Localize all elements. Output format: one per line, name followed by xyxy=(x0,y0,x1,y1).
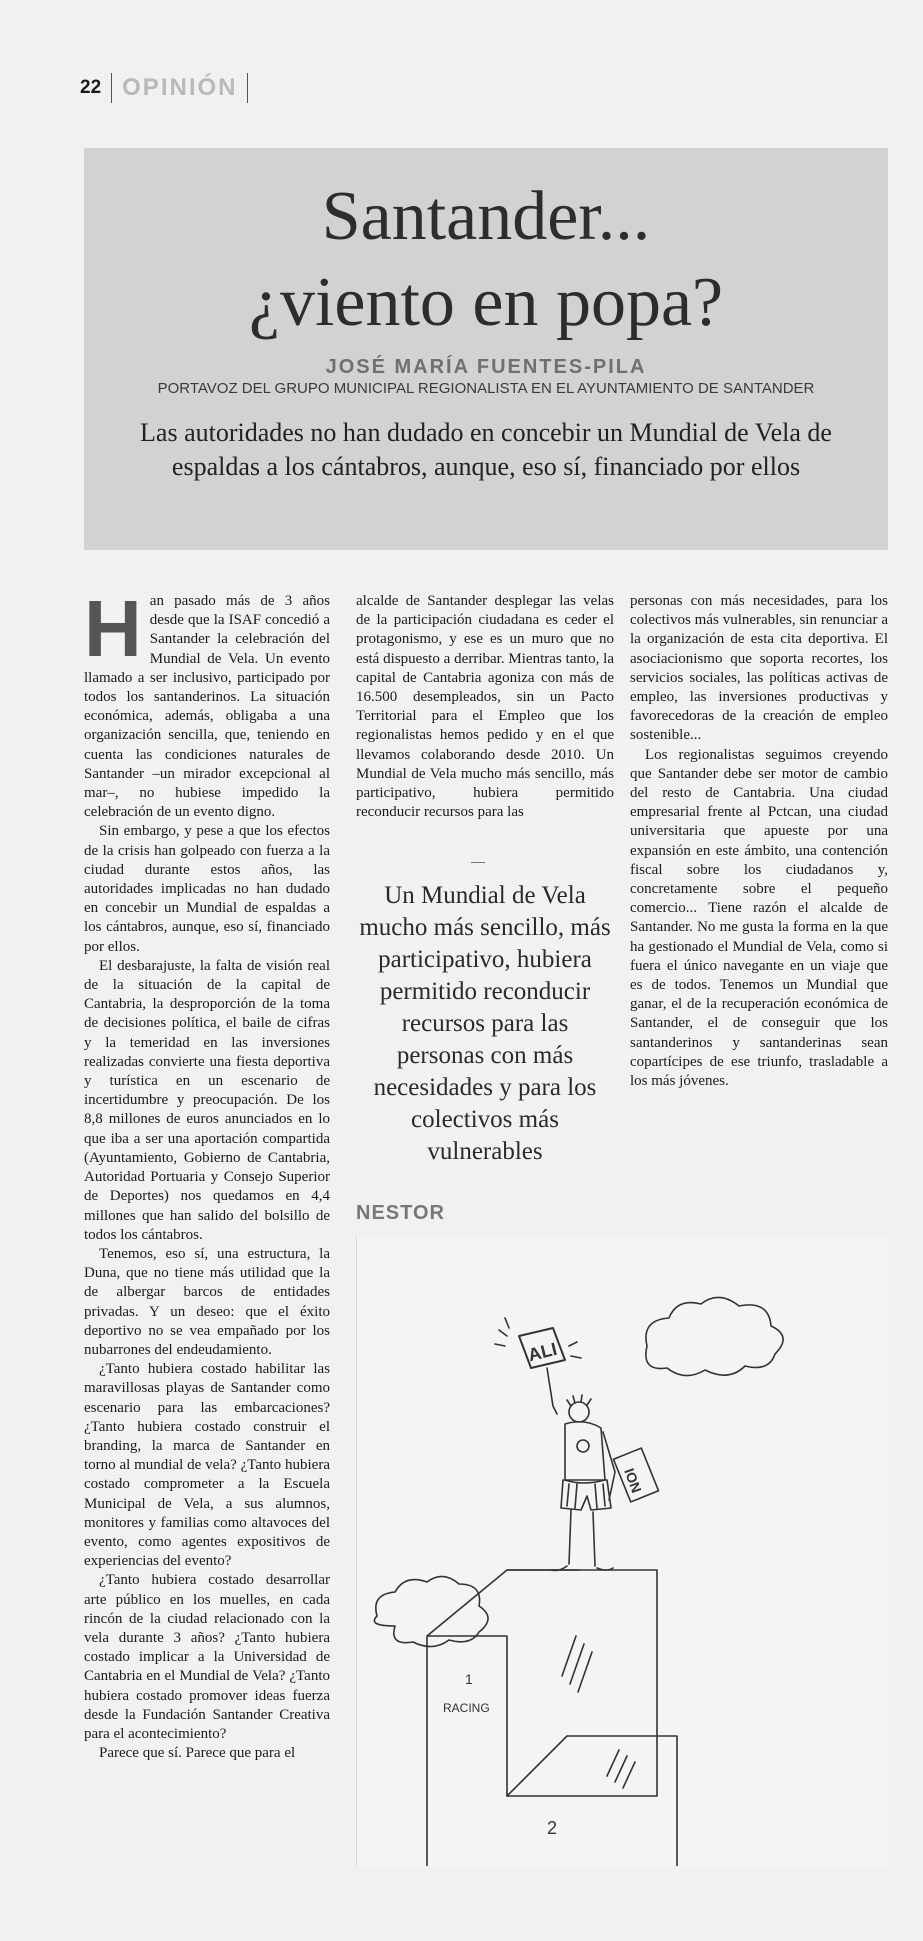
paragraph: ¿Tanto hubiera costado desarrollar arte público en los muelles, en cada rincón de la ciudad relacionado con la vela durante 3 años? ¿Tanto hubiera costado implicar a la Universidad de Cantabria en el Mundial de Vela? ¿Tanto hubiera costado promover ideas fuerza desde la Fundación Santander Creativa para el acontecimiento? xyxy=(84,1572,330,1742)
figure-legs xyxy=(569,1510,595,1566)
body-column-2 xyxy=(356,592,614,822)
body-column-3 xyxy=(630,592,888,1091)
author-role: PORTAVOZ DEL GRUPO MUNICIPAL REGIONALISTA EN EL AYUNTAMIENTO DE SANTANDER xyxy=(157,380,815,397)
page-number: 22 xyxy=(80,77,102,98)
paragraph-text: an pasado más de 3 años desde que la ISAF concedió a Santander la celebración del Mundial de Vela. Un evento llamado a ser inclusivo, participado por todos los santanderinos. La situación económica, además, obligaba a una organización sencilla, que, teniendo en cuenta las condiciones naturales de Santander –un mirador excepcional al mar–, no hubiese impedido la celebración de un evento digno. xyxy=(84,593,330,821)
podium-step-1-hatch xyxy=(562,1636,592,1692)
paragraph: Tenemos, eso sí, una estructura, la Duna, que no tiene más utilidad que la de albergar barcos de entidades privadas. Y un deseo: que el éxito deportivo no se vea empañado por los nubarrones del endeudamiento. xyxy=(84,1245,330,1358)
page-folio xyxy=(80,70,248,106)
cartoon-drawing xyxy=(357,1236,889,1866)
section-name: OPINIÓN xyxy=(122,74,238,101)
sign-text: ALI xyxy=(525,1338,559,1366)
podium-step-1-number: 1 xyxy=(465,1671,473,1687)
folio-divider xyxy=(111,73,112,103)
paragraph: Sin embargo, y pese a que los efectos de la crisis han golpeado con fuerza a la ciudad durante estos años, las autoridades implicadas no han dudado en concebir un Mundial de espaldas a los cántabros, aunque, eso sí, financiado por ellos. xyxy=(84,823,330,955)
cloud-top-right xyxy=(646,1297,783,1375)
paragraph: El desbarajuste, la falta de visión real de la situación de la capital de Cantabria, la desproporción de la toma de decisiones política, el baile de cifras y la temeridad en las inversiones realizadas convierte una fiesta deportiva y turística en un escenario de incertidumbre y preocupación. De los 8,8 millones de euros anunciados en lo que iba a ser una aportación compartida (Ayuntamiento, Gobierno de Cantabria, Autoridad Portuaria y Consejo Superior de Deportes) nos quedamos en 4,4 millones que han salido del bolsillo de todos los cántabros. xyxy=(84,957,330,1243)
figure-hair xyxy=(567,1395,591,1406)
article-header xyxy=(84,148,888,550)
cartoon-illustration xyxy=(356,1236,889,1866)
paragraph: ¿Tanto hubiera costado habilitar las maravillosas playas de Santander como escenario para las embarcaciones? ¿Tanto hubiera costado construir el branding, la marca de Santander en torno al mundial de vela? ¿Tanto hubiera costado comprometer a la Escuela Municipal de Vela, a sus alumnos, monitores y familias como altavoces del evento, como agentes expositivos de experiencias del evento? xyxy=(84,1361,330,1570)
paragraph: Parece que sí. Parece que para el xyxy=(99,1745,296,1762)
article-title xyxy=(84,174,888,346)
paper-text: ION xyxy=(621,1466,645,1495)
drop-cap: H xyxy=(84,584,142,673)
cartoon-author: NESTOR xyxy=(356,1202,445,1224)
pull-quote: Un Mundial de Vela mucho más sencillo, más participativo, hubiera permitido reconducir recursos para las personas con más necesidades y para los colectivos más vulnerables xyxy=(359,882,611,1165)
podium-step-label: RACING xyxy=(443,1701,490,1715)
figure-head xyxy=(569,1402,589,1422)
podium-step-2-number: 2 xyxy=(547,1818,558,1838)
folio-divider xyxy=(247,73,248,103)
body-column-1 xyxy=(84,584,330,1763)
podium-step-2-hatch xyxy=(607,1750,635,1788)
raised-arm xyxy=(547,1368,557,1414)
pullquote-separator xyxy=(471,862,485,863)
paragraph: Los regionalistas seguimos creyendo que Santander debe ser motor de cambio del resto de Cantabria. Una ciudad empresarial frente al Pctcan, una ciudad universitaria que apueste por una expansión en este ámbito, una contención fiscal sobre los ciudadanos y, concretamente sobre el pequeño comercio... Tiene razón el alcalde de Santander. No me gusta la forma en la que ha gestionado el Mundial de Vela, como si fuera el único navegante en un viaje que es de todos. Tenemos un Mundial que ganar, el de la recuperación económica de Santander, el de conseguir que los santanderinos y santanderinas sean copartícipes de ese triunfo, trasladable a los más jóvenes. xyxy=(630,746,888,1090)
paragraph xyxy=(84,584,330,822)
shirt-badge xyxy=(577,1440,589,1452)
podium-step-2 xyxy=(507,1736,677,1866)
article-subtitle: Las autoridades no han dudado en concebir un Mundial de Vela de espaldas a los cántabros, aunque, eso sí, financiado por ellos xyxy=(140,418,832,481)
paragraph: alcalde de Santander desplegar las velas de la participación ciudadana es ceder el protagonismo, y ese es un muro que no está dispuesto a derribar. Mientras tanto, la capital de Cantabria agoniza con más de 16.500 desempleados, sin un Pacto Territorial para el Empleo que los regionalistas hemos pedido y en el que llevamos colaborando desde 2010. Un Mundial de Vela mucho más sencillo, más participativo, hubiera permitido reconducir recursos para las xyxy=(356,593,614,821)
title-line-2: ¿viento en popa? xyxy=(248,264,724,341)
title-line-1: Santander... xyxy=(321,178,651,255)
striped-pattern xyxy=(567,1484,605,1508)
podium-step-1 xyxy=(427,1570,657,1866)
author-name: JOSÉ MARÍA FUENTES-PILA xyxy=(325,356,647,378)
paragraph: personas con más necesidades, para los colectivos más vulnerables, sin renunciar a la organización de esta cita deportiva. El asociacionismo que soporta recortes, los servicios sociales, las políticas activas de empleo, las inversiones productivas y favorecedoras de la creación de empleo sostenible... xyxy=(630,593,888,744)
